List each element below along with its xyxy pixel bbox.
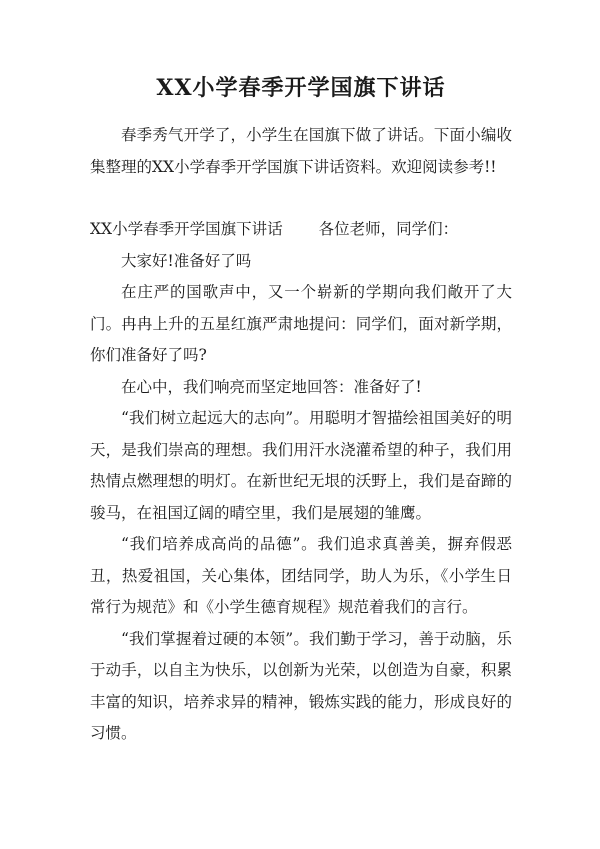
- section-heading: XX小学春季开学国旗下讲话: [90, 220, 283, 238]
- blank-line: [90, 183, 512, 214]
- page-title: XX小学春季开学国旗下讲话: [156, 75, 446, 101]
- body-paragraph-6: “我们掌握着过硬的本领”。我们勤于学习，善于动脑，乐于动手，以自主为快乐，以创新为光荣，以创造为自豪，积累丰富的知识，培养求异的精神，锻炼实践的能力，形成良好的习惯。: [90, 629, 512, 742]
- greeting: 各位老师，同学们：: [318, 220, 459, 238]
- body-paragraph-3: 在心中，我们响亮而坚定地回答：准备好了!: [121, 377, 422, 396]
- intro-paragraph: 春季秀气开学了，小学生在国旗下做了讲话。下面小编收集整理的XX小学春季开学国旗下讲话资料。欢迎阅读参考!!: [90, 126, 512, 176]
- body-paragraph-5: “我们培养成高尚的品德”。我们追求真善美，摒弃假恶丑，热爱祖国，关心集体，团结同学，助人为乐，《小学生日常行为规范》和《小学生德育规程》规范着我们的言行。: [90, 535, 512, 616]
- body-paragraph-2: 在庄严的国歌声中，又一个崭新的学期向我们敞开了大门。冉冉上升的五星红旗严肃地提问：同学们，面对新学期，你们准备好了吗?: [90, 283, 512, 364]
- body-paragraph-1: 大家好!准备好了吗: [121, 251, 252, 270]
- body-paragraph-4: “我们树立起远大的志向”。用聪明才智描绘祖国美好的明天，是我们崇高的理想。我们用汗水浇灌希望的种子，我们用热情点燃理想的明灯。在新世纪无垠的沃野上，我们是奋蹄的骏马，在祖国辽阔的晴空里，我们是展翅的雏鹰。: [90, 409, 512, 522]
- section-heading-line: [90, 214, 512, 246]
